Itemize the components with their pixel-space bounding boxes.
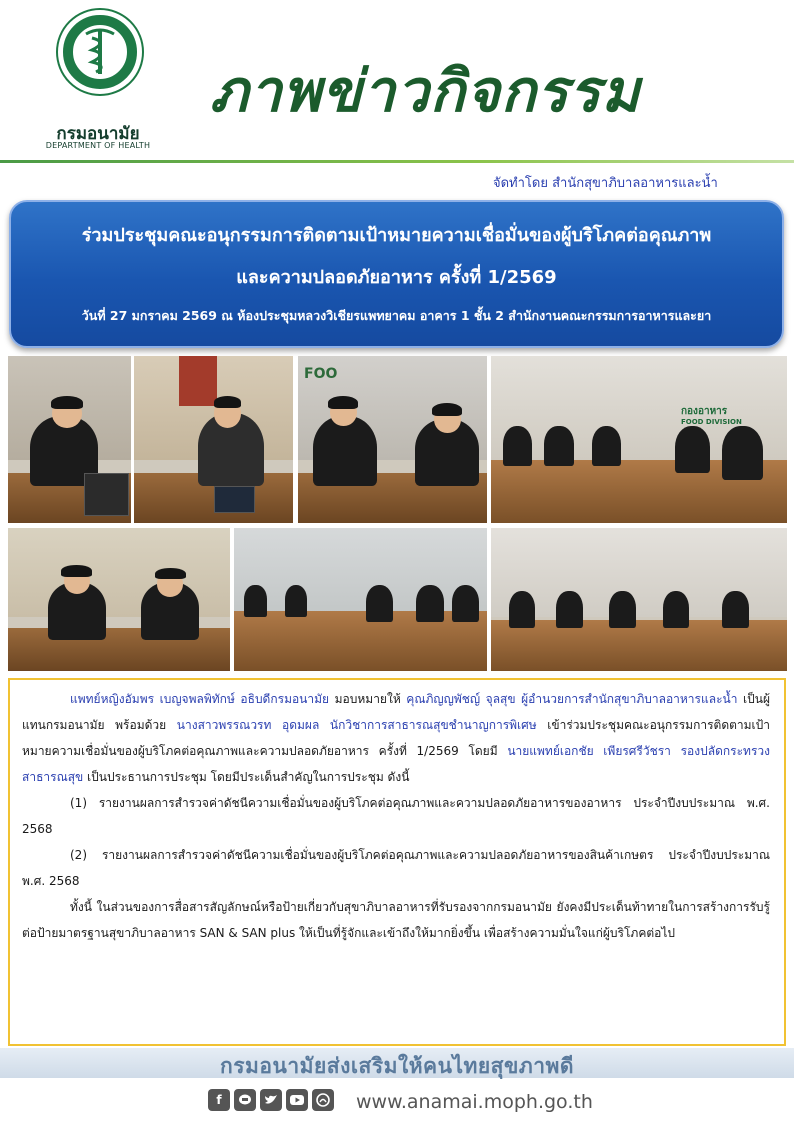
agenda-item-2 xyxy=(22,842,770,894)
article-body xyxy=(8,678,786,1046)
footer-slogan: กรมอนามัยส่งเสริมให้คนไทยสุขภาพดี xyxy=(220,1054,574,1078)
social-icons xyxy=(208,1089,334,1115)
photo-sign: FOO xyxy=(304,366,338,382)
conclusion-text: ทั้งนี้ ในส่วนของการสื่อสารสัญลักษณ์หรือป้ายเกี่ยวกับสุขาภิบาลอาหารที่รับรองจากกรมอนามัย ยังคงมีประเด็นท้าทายในการสร้างการรับรู้ต่อป้ายมาตรฐานสุขาภิบาลอาหาร SAN & SAN plus ให้เป็นที่รู้จักและเข้าถึงให้มากยิ่งขึ้น เพื่อสร้างความมั่นใจแก่ผู้บริโภคต่อไป xyxy=(22,900,770,940)
website-link[interactable]: www.anamai.moph.go.th xyxy=(356,1091,593,1113)
photo-2 xyxy=(134,356,293,523)
photo-5 xyxy=(8,528,230,671)
person-specialist: นางสาวพรรณวรท อุดมผล นักวิชาการสาธารณสุขชำนาญการพิเศษ xyxy=(176,718,537,732)
photo-3 xyxy=(298,356,487,523)
department-name: กรมอนามัย xyxy=(56,124,140,144)
text-fragment: เข้าร่วมประชุมคณะอนุกรรมการติดตามเป้าหมายความเชื่อมั่นของผู้บริโภคต่อคุณภาพและความปลอดภัยอาหาร ครั้งที่ 1/2569 โดยมี xyxy=(22,718,771,758)
organizer-label: จัดทำโดย สำนักสุขาภิบาลอาหารและน้ำ xyxy=(493,176,718,191)
youtube-icon[interactable] xyxy=(286,1089,308,1111)
event-title-box xyxy=(9,200,784,348)
page-header xyxy=(0,0,794,162)
paragraph-intro xyxy=(22,686,770,790)
person-director-general: แพทย์หญิงอัมพร เบญจพลพิทักษ์ อธิบดีกรมอนามัย xyxy=(70,692,330,706)
agenda-item-1-text: (1) รายงานผลการสำรวจค่าดัชนีความเชื่อมั่นของผู้บริโภคต่อคุณภาพและความปลอดภัยอาหารของอาหาร ประจำปีงบประมาณ พ.ศ. 2568 xyxy=(22,796,770,836)
person-director: คุณภิญญพัชญ์ จุลสุข ผู้อำนวยการสำนักสุขาภิบาลอาหารและน้ำ xyxy=(406,692,738,706)
agenda-item-2-text: (2) รายงานผลการสำรวจค่าดัชนีความเชื่อมั่นของผู้บริโภคต่อคุณภาพและความปลอดภัยอาหารของสินค้าเกษตร ประจำปีงบประมาณ พ.ศ. 2568 xyxy=(22,848,770,888)
photo-6 xyxy=(234,528,487,671)
paragraph-conclusion xyxy=(22,894,770,946)
tiktok-icon[interactable] xyxy=(312,1089,334,1111)
event-date-place: วันที่ 27 มกราคม 2569 ณ ห้องประชุมหลวงวิเชียรแพทยาคม อาคาร 1 ชั้น 2 สำนักงานคณะกรรมการอาหารและยา xyxy=(81,308,712,323)
photo-sign-en: FOOD DIVISION xyxy=(681,418,742,426)
twitter-icon[interactable] xyxy=(260,1089,282,1111)
photo-sign-th: กองอาหาร xyxy=(681,406,728,417)
header-divider xyxy=(0,160,794,163)
page-title: ภาพข่าวกิจกรรม xyxy=(210,57,641,125)
person-chairman: นายแพทย์เอกชัย เพียรศรีวัชรา รองปลัดกระทรวงสาธารณสุข xyxy=(22,744,770,784)
line-icon[interactable] xyxy=(234,1089,256,1111)
ministry-seal-icon xyxy=(56,8,144,96)
text-fragment: เป็นผู้แทนกรมอนามัย พร้อมด้วย xyxy=(22,692,770,732)
department-logo xyxy=(28,8,168,158)
facebook-icon[interactable]: f xyxy=(208,1089,230,1111)
text-fragment: มอบหมายให้ xyxy=(329,692,407,706)
event-title-line2: และความปลอดภัยอาหาร ครั้งที่ 1/2569 xyxy=(236,267,557,288)
event-title-line1: ร่วมประชุมคณะอนุกรรมการติดตามเป้าหมายความเชื่อมั่นของผู้บริโภคต่อคุณภาพ xyxy=(81,225,712,246)
photo-4 xyxy=(491,356,787,523)
agenda-item-1 xyxy=(22,790,770,842)
photo-1 xyxy=(8,356,131,523)
department-name-en: DEPARTMENT OF HEALTH xyxy=(45,141,151,150)
photo-7 xyxy=(491,528,787,671)
text-fragment: เป็นประธานการประชุม โดยมีประเด็นสำคัญในการประชุม ดังนี้ xyxy=(83,770,410,784)
